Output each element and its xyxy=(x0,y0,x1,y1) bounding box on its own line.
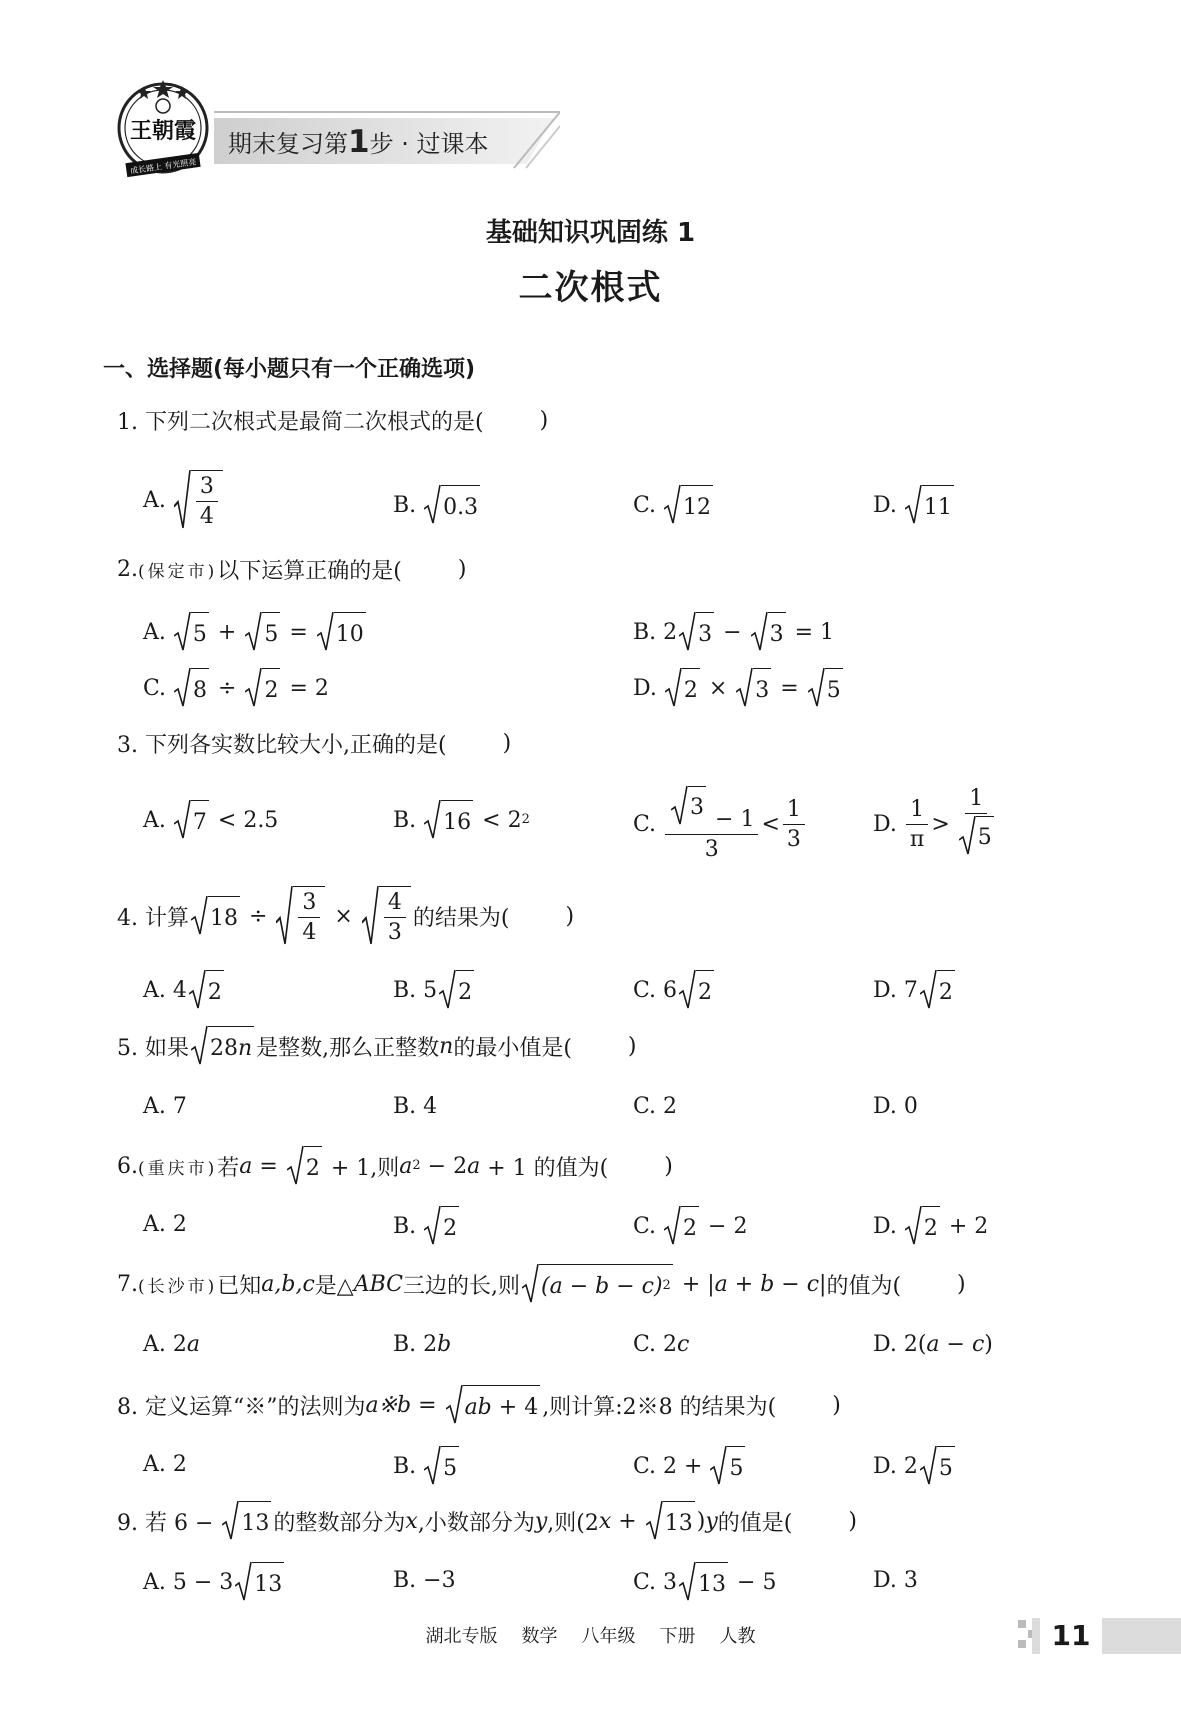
question-4: 4. 计算 18 ÷ 3 4 × 4 3 的结果为( ) xyxy=(117,886,574,947)
q8-option-b[interactable]: B. 5 xyxy=(393,1446,461,1486)
page-title: 二次根式 xyxy=(518,268,663,308)
q5-option-c[interactable]: C. 2 xyxy=(633,1094,678,1119)
wangzhaoxia-logo xyxy=(106,78,220,182)
q7-option-a[interactable]: A. 2 a xyxy=(143,1332,200,1357)
q2-option-d[interactable]: D. 2 × 3 = 5 xyxy=(633,668,845,708)
q7-option-c[interactable]: C. 2 c xyxy=(633,1332,690,1357)
q6-option-b[interactable]: B. 2 xyxy=(393,1206,461,1246)
question-6: 6. (重庆市) 若 a = 2 + 1,则 a 2 − 2 a + 1 的值为( ) xyxy=(117,1146,673,1186)
q3-option-b[interactable]: B. 16 < 2 2 xyxy=(393,800,530,840)
q5-option-b[interactable]: B. 4 xyxy=(393,1094,438,1119)
q8-option-c[interactable]: C. 2 + 5 xyxy=(633,1446,747,1486)
question-9: 9. 若 6 − 13 的整数部分为 x ,小数部分为 y ,则(2 x + 13 ) y 的值是( ) xyxy=(117,1501,857,1541)
header-banner-text: 期末复习第1步 · 过课本 xyxy=(228,124,489,160)
page-footer: 湖北专版 数学 八年级 下册 人教 xyxy=(425,1626,756,1647)
question-8: 8. 定义运算“※”的法则为 a※b = ab + 4 ,则计算:2※8 的结果为( ) xyxy=(117,1385,841,1425)
svg-text:成长路上 有光照亮: 成长路上 有光照亮 xyxy=(129,157,197,176)
question-7: 7. (长沙市) 已知 a,b,c 是△ ABC 三边的长,则 (a − b − c) 2 + |a + b − c| 的值为( ) xyxy=(117,1264,966,1304)
q9-option-c[interactable]: C. 3 13 − 5 xyxy=(633,1562,776,1602)
q1-option-a[interactable]: A. 3 4 xyxy=(143,470,225,531)
q9-option-d[interactable]: D. 3 xyxy=(873,1568,918,1593)
q2-option-c[interactable]: C. 8 ÷ 2 = 2 xyxy=(143,668,329,708)
q9-option-a[interactable]: A. 5 − 3 13 xyxy=(143,1562,286,1602)
q4-option-c[interactable]: C. 6 2 xyxy=(633,970,716,1010)
q6-option-c[interactable]: C. 2 − 2 xyxy=(633,1206,747,1246)
question-1: 1. 下列二次根式是最简二次根式的是( ) xyxy=(117,408,549,435)
page-number: 11 xyxy=(1040,1618,1102,1654)
q1-option-c[interactable]: C. 12 xyxy=(633,485,715,525)
q8-option-a[interactable]: A. 2 xyxy=(143,1452,187,1477)
q6-option-a[interactable]: A. 2 xyxy=(143,1212,187,1237)
q3-option-c[interactable]: C. 3 − 1 3 < 1 3 xyxy=(633,786,808,864)
q1-option-d[interactable]: D. 11 xyxy=(873,485,956,525)
q4-option-b[interactable]: B. 5 2 xyxy=(393,970,476,1010)
svg-text:王朝霞: 王朝霞 xyxy=(129,118,197,144)
q8-option-d[interactable]: D. 2 5 xyxy=(873,1446,957,1486)
q4-option-d[interactable]: D. 7 2 xyxy=(873,970,957,1010)
section-heading: 一、选择题(每小题只有一个正确选项) xyxy=(103,357,476,382)
q7-option-d[interactable]: D. 2( a − c ) xyxy=(873,1332,993,1357)
exercise-subtitle: 基础知识巩固练 1 xyxy=(485,218,696,248)
q4-option-a[interactable]: A. 4 2 xyxy=(143,970,226,1010)
q5-option-d[interactable]: D. 0 xyxy=(873,1094,918,1119)
q6-option-d[interactable]: D. 2 + 2 xyxy=(873,1206,988,1246)
q5-option-a[interactable]: A. 7 xyxy=(143,1094,187,1119)
q2-option-b[interactable]: B. 2 3 − 3 = 1 xyxy=(633,612,834,652)
question-5: 5. 如果 28 n 是整数,那么正整数 n 的最小值是( ) xyxy=(117,1026,637,1066)
q3-option-a[interactable]: A. 7 < 2.5 xyxy=(143,800,278,840)
q9-option-b[interactable]: B. −3 xyxy=(393,1568,456,1593)
question-2: 2. (保定市) 以下运算正确的是( ) xyxy=(117,557,467,584)
q2-option-a[interactable]: A. 5 + 5 = 10 xyxy=(143,612,368,652)
q1-option-b[interactable]: B. 0.3 xyxy=(393,485,482,525)
question-3: 3. 下列各实数比较大小,正确的是( ) xyxy=(117,731,512,758)
q7-option-b[interactable]: B. 2 b xyxy=(393,1332,452,1357)
q3-option-d[interactable]: D. 1 π > 1 5 xyxy=(873,786,1003,864)
